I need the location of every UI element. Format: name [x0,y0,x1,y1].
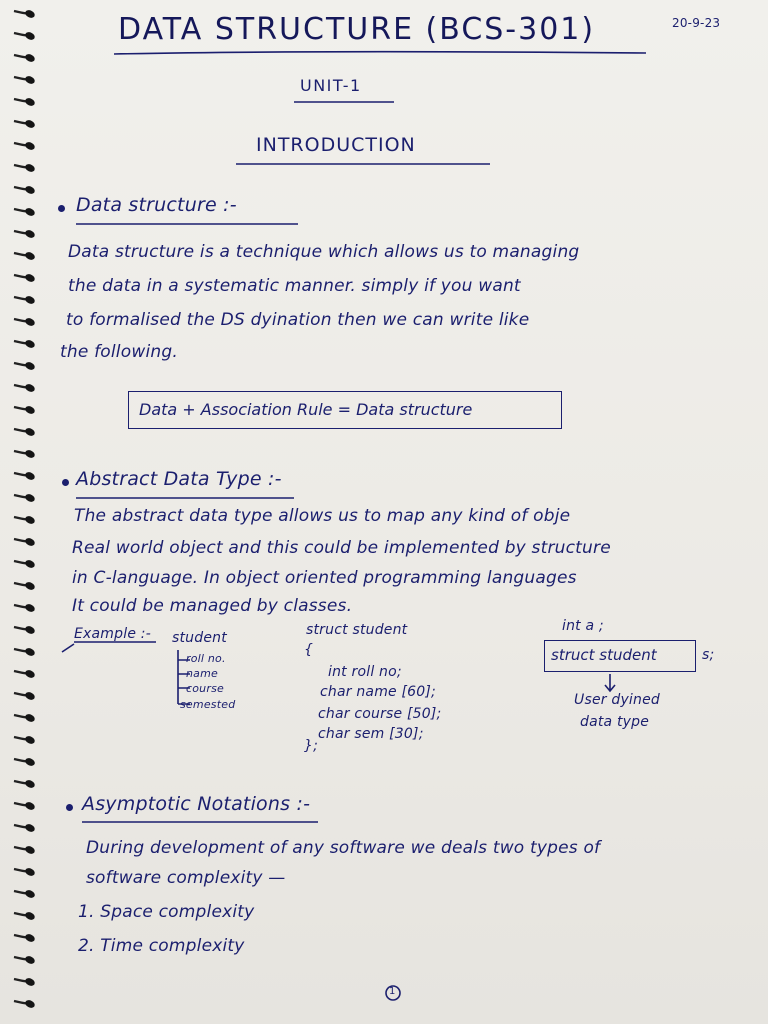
binding-hole [14,537,36,548]
binding-hole [14,867,36,878]
adt-line-2: Real world object and this could be implemented by structure [72,538,611,558]
udt-label-1: User dyined [574,692,660,708]
asym-line-1: During development of any software we deals two types of [86,838,601,858]
unit-label: UNIT-1 [300,76,362,95]
asym-item-1: 1. Space complexity [78,902,255,922]
binding-hole [14,493,36,504]
binding-hole [14,845,36,856]
page-date: 20-9-23 [672,16,721,30]
section-underline [232,160,494,168]
code-line: char name [60]; [320,684,436,700]
heading-asymptotic: Asymptotic Notations :- [82,793,311,815]
binding-hole [14,559,36,570]
tree-item: roll no. [186,652,226,665]
binding-hole [14,779,36,790]
struct-type-box [544,640,696,672]
code-line: char sem [30]; [318,726,424,742]
binding-hole [14,691,36,702]
binding-hole [14,823,36,834]
binding-hole [14,295,36,306]
binding-hole [14,735,36,746]
tree-item: course [186,682,224,695]
binding-hole [14,427,36,438]
code-line: struct student [306,622,408,638]
example-label: Example :- [74,626,151,642]
spiral-binding [0,0,60,1024]
code-line: int roll no; [328,664,402,680]
binding-hole [14,647,36,658]
int-declaration: int a ; [562,618,604,634]
binding-hole [14,603,36,614]
tree-item: name [186,667,218,680]
code-line: }; [304,738,319,754]
ds-line-4: the following. [60,342,178,362]
unit-underline [290,98,400,106]
adt-line-1: The abstract data type allows us to map any kind of obje [74,506,571,526]
code-line: { [304,642,314,658]
bullet-dot [58,205,65,212]
struct-var: s; [702,647,715,663]
ds-line-3: to formalised the DS dyination then we can write like [66,310,530,330]
ds-line-1: Data structure is a technique which allows us to managing [68,242,580,262]
section-title: INTRODUCTION [256,134,416,156]
binding-hole [14,339,36,350]
binding-hole [14,581,36,592]
struct-type-label: struct student [551,646,657,664]
binding-hole [14,361,36,372]
binding-hole [14,515,36,526]
page-title: DATA STRUCTURE (BCS-301) [118,12,596,47]
binding-hole [14,97,36,108]
binding-hole [14,999,36,1010]
binding-hole [14,229,36,240]
binding-hole [14,911,36,922]
formula-text: Data + Association Rule = Data structure [139,400,473,419]
heading-data-structure: Data structure :- [76,194,237,216]
formula-box [128,391,562,429]
adt-line-3: in C-language. In object oriented programming languages [72,568,577,588]
binding-hole [14,31,36,42]
ds-line-2: the data in a systematic manner. simply if you want [68,276,521,296]
binding-hole [14,449,36,460]
binding-hole [14,163,36,174]
binding-hole [14,933,36,944]
code-line: char course [50]; [318,706,442,722]
heading-underline [72,220,302,228]
binding-hole [14,9,36,20]
heading-underline [72,494,298,502]
binding-hole [14,471,36,482]
heading-adt: Abstract Data Type :- [76,468,282,490]
binding-hole [14,889,36,900]
udt-label-2: data type [580,714,650,730]
adt-line-4: It could be managed by classes. [72,596,353,616]
binding-hole [14,273,36,284]
binding-hole [14,53,36,64]
down-arrow-icon [600,672,620,694]
binding-hole [14,207,36,218]
title-underline [110,48,650,60]
binding-hole [14,317,36,328]
page-number: 1 [389,986,396,997]
binding-hole [14,141,36,152]
asym-line-2: software complexity — [86,868,286,888]
bullet-dot [62,479,69,486]
heading-underline [78,818,322,826]
binding-hole [14,251,36,262]
binding-hole [14,955,36,966]
binding-hole [14,977,36,988]
binding-hole [14,383,36,394]
binding-hole [14,713,36,724]
tree-item: semested [180,698,236,711]
bullet-dot [66,804,73,811]
tree-root: student [172,630,227,646]
binding-hole [14,757,36,768]
binding-hole [14,405,36,416]
binding-hole [14,625,36,636]
binding-hole [14,185,36,196]
binding-hole [14,801,36,812]
binding-hole [14,75,36,86]
binding-hole [14,119,36,130]
binding-hole [14,669,36,680]
asym-item-2: 2. Time complexity [78,936,245,956]
